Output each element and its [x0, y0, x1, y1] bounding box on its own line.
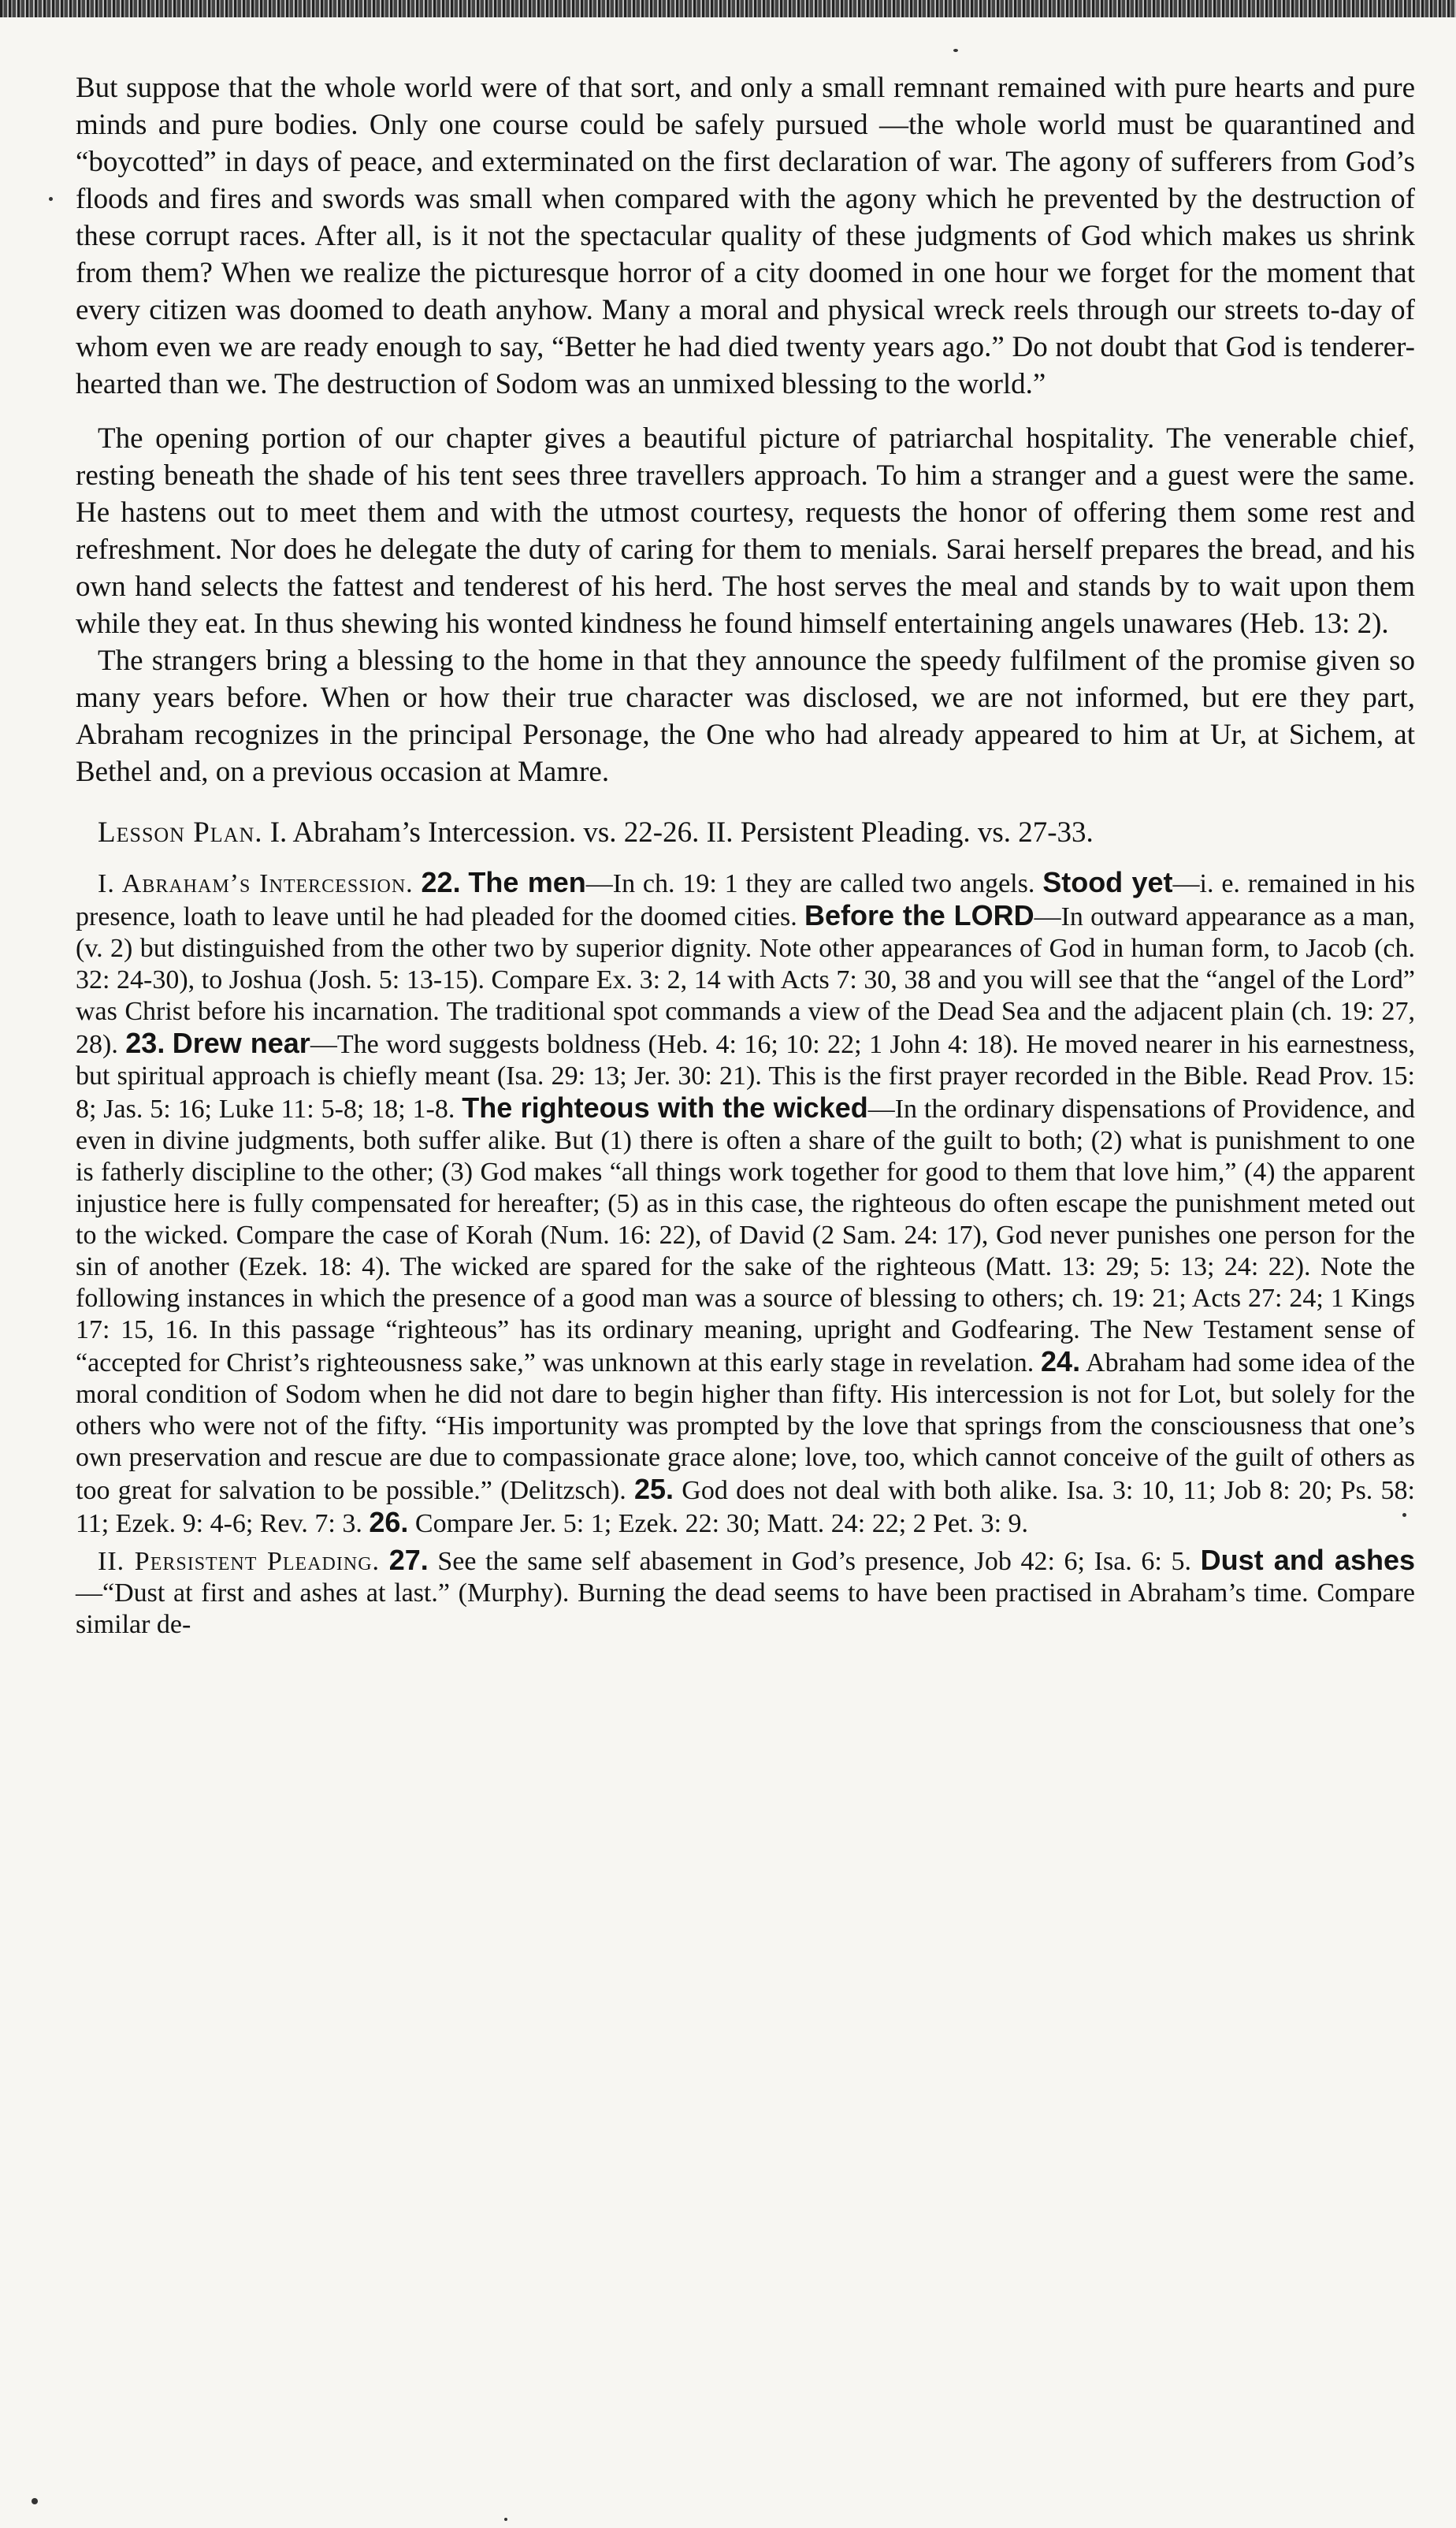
lesson-plan-label: Lesson Plan. — [98, 816, 263, 849]
notes-section — [76, 867, 1415, 1641]
notes-part-1 — [76, 867, 1415, 1540]
intro-paragraph-2: The opening portion of our chapter gives a beautiful picture of patriarchal hospitality. The venerable chief, resting beneath the shade of his tent sees three travellers approach. To him a stranger and a guest were the same. He hastens out to meet them and with the utmost courtesy, requests the honor of offering them some rest and refreshment. Nor does he delegate the duty of caring for them to menials. Sarai herself prepares the bread, and his own hand selects the fattest and tenderest of his herd. The host serves the meal and stands by to wait upon them while they eat. In thus shewing his wonted kindness he found himself entertaining angels unawares (Heb. 13: 2). — [76, 422, 1415, 640]
note-text: —In outward appearance as a man, (v. 2) but distinguished from the other two by superior dignity. Note other appearances of God in human form, to Jacob (ch. 32: 24-30), to Joshua (Josh. 5: 13-15). Compare Ex. 3: 2, 14 with Acts 7: 30, 38 and you will see that the “angel of the Lord” was Christ before his incarnation. The traditional spot commands a view of the Dead Sea and the adjacent plain (ch. 19: 27, 28). — [76, 902, 1415, 1059]
verse-number-23: 23. — [125, 1027, 165, 1059]
verse-number-22: 22. — [421, 866, 461, 898]
scan-speck — [953, 49, 958, 52]
scan-speck — [49, 197, 53, 201]
lesson-plan-text: I. Abraham’s Intercession. vs. 22-26. II. Persistent Pleading. vs. 27-33. — [262, 816, 1094, 849]
section-heading-intercession: I. Abraham’s Intercession. — [98, 869, 414, 898]
intro-paragraph-1: But suppose that the whole world were of that sort, and only a small remnant remained with pure hearts and pure minds and pure bodies. Only one course could be safely pursued —the whole world must be quarantined and “boycotted” in days of peace, and exterminated on the first declaration of war. The agony of sufferers from God’s floods and fires and swords was small when compared with the agony which he prevented by the destruction of these corrupt races. After all, is it not the spectacular quality of these judgments of God which makes us shrink from them? When we realize the picturesque horror of a city doomed in one hour we forget for the moment that every citizen was doomed to death anyhow. Many a moral and physical wreck reels through our streets to-day of whom even we are ready enough to say, “Better he had died twenty years ago.” Do not doubt that God is tenderer-hearted than we. The destruction of Sodom was an unmixed blessing to the world.” — [76, 72, 1415, 400]
keyword-stood-yet: Stood yet — [1042, 866, 1173, 898]
note-text: —The word suggests boldness (Heb. 4: 16; 10: 22; 1 John 4: 18). He moved nearer in his earnestness, but spiritual approach is chiefly meant (Isa. 29: 13; Jer. 30: 21). This is the first prayer recorded in the Bible. Read Prov. 15: 8; Jas. 5: 16; Luke 11: 5-8; 18; 1-8. — [76, 1030, 1416, 1124]
lesson-plan — [76, 814, 1415, 851]
book-page — [76, 69, 1415, 1641]
verse-number-26: 26. — [369, 1506, 409, 1538]
intro-section — [76, 69, 1415, 790]
intro-paragraph-3: The strangers bring a blessing to the home in that they announce the speedy fulfilment of the promise given so many years before. When or how their true character was disclosed, we are not informed, but ere they part, Abraham recognizes in the principal Personage, the One who had already appeared to him at Ur, at Sichem, at Bethel and, on a previous occasion at Mamre. — [76, 645, 1415, 788]
note-text: —“Dust at first and ashes at last.” (Murphy). Burning the dead seems to have been practised in Abraham’s time. Compare similar de- — [76, 1578, 1415, 1639]
keyword-dust-and-ashes: Dust and ashes — [1200, 1544, 1416, 1576]
note-text: —In ch. 19: 1 they are called two angels. — [585, 869, 1035, 898]
note-text: —In the ordinary dispensations of Providence, and even in divine judgments, both suffer alike. But (1) there is often a share of the guilt to both; (2) what is punishment to one is fatherly discipline to the other; (3) God makes “all things work together for good to them that love him,” (4) the apparent injustice here is fully compensated for hereafter; (5) as in this case, the righteous do often escape the punishment meted out to the wicked. Compare the case of Korah (Num. 16: 22), of David (2 Sam. 24: 17), God never punishes one person for the sin of another (Ezek. 18: 4). The wicked are spared for the sake of the righteous (Matt. 13: 29; 5: 13; 24: 22). Note the following instances in which the presence of a good man was a source of blessing to others; ch. 19: 21; Acts 27: 24; 1 Kings 17: 15, 16. In this passage “righteous” has its ordinary meaning, upright and Godfearing. The New Testament sense of “accepted for Christ’s righteousness sake,” was unknown at this early stage in revelation. — [76, 1095, 1415, 1377]
note-text: Compare Jer. 5: 1; Ezek. 22: 30; Matt. 24: 22; 2 Pet. 3: 9. — [408, 1509, 1029, 1538]
verse-number-24: 24. — [1041, 1345, 1081, 1377]
keyword-righteous-wicked: The righteous with the wicked — [462, 1091, 868, 1124]
verse-number-25: 25. — [633, 1473, 674, 1505]
keyword-the-men: The men — [468, 866, 586, 898]
keyword-drew-near: Drew near — [172, 1027, 310, 1059]
section-heading-pleading: II. Persistent Pleading. — [98, 1547, 381, 1576]
notes-part-2 — [76, 1545, 1415, 1641]
scan-speck — [1402, 1513, 1406, 1517]
note-text: God does not deal with both alike. Isa. 3: 10, 11; Job 8: 20; Ps. 58: 11; Ezek. 9: 4-6; Rev. 7: 3. — [76, 1476, 1416, 1538]
note-text: See the same self abasement in God’s presence, Job 42: 6; Isa. 6: 5. — [428, 1547, 1192, 1576]
scan-top-edge — [0, 0, 1456, 17]
verse-number-27: 27. — [388, 1544, 429, 1576]
note-text: —i. e. remained in his presence, loath to leave until he had pleaded for the doomed cities. — [76, 869, 1416, 931]
scan-speck — [504, 2518, 507, 2521]
scan-speck — [32, 2498, 38, 2504]
keyword-before-the-lord: Before the LORD — [804, 899, 1034, 931]
note-text: Abraham had some idea of the moral condition of Sodom when he did not dare to begin higher than fifty. His intercession is not for Lot, but solely for the others who were not of the fifty. “His importunity was prompted by the love that springs from the consciousness that one’s own preservation and rescue are due to compassionate grace alone; love, too, which cannot conceive of the guilt of others as too great for salvation to be possible.” (Delitzsch). — [76, 1348, 1415, 1505]
